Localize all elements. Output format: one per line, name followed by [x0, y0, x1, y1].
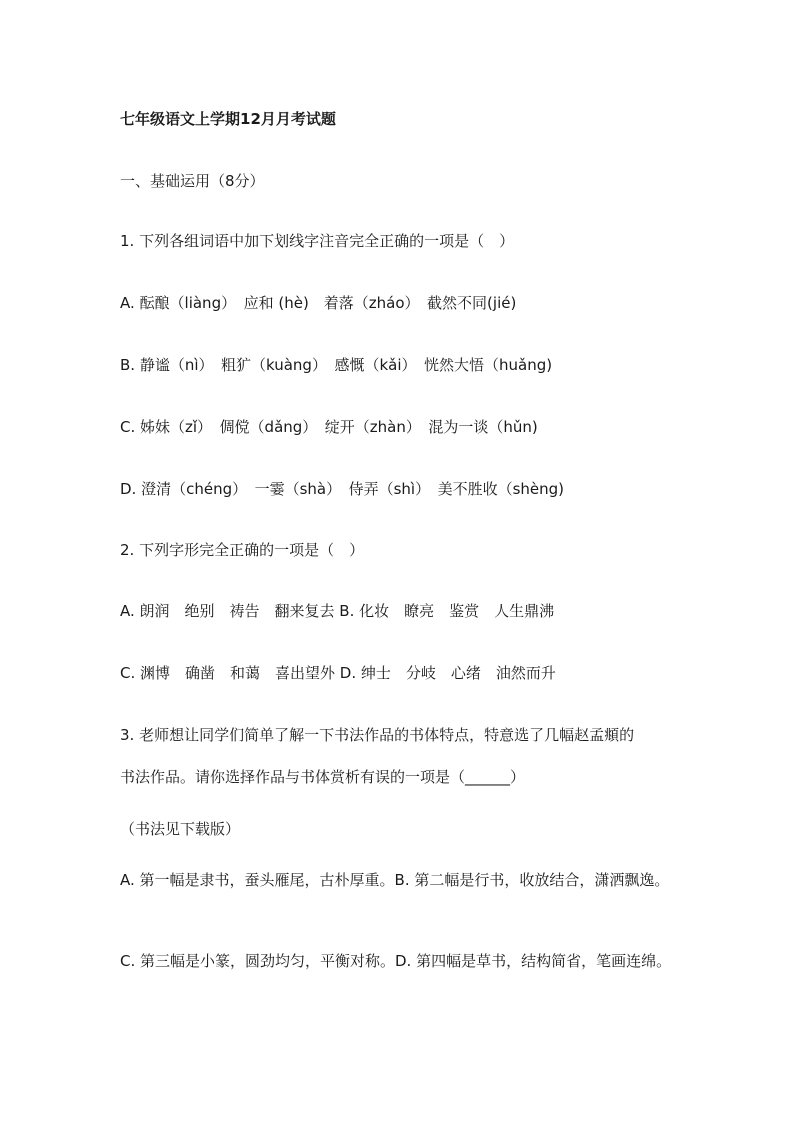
question-1-option-b: B. 静谧（nì） 粗犷（kuàng） 感慨（kǎi） 恍然大悟（huǎng) — [120, 356, 553, 374]
question-1-option-d: D. 澄清（chéng） 一霎（shà） 侍弄（shì） 美不胜收（shèng) — [120, 480, 565, 498]
question-2-options-ab: A. 朗润 绝别 祷告 翻来复去 B. 化妆 瞭亮 鉴赏 人生鼎沸 — [120, 602, 555, 620]
question-1-stem: 1. 下列各组词语中加下划线字注音完全正确的一项是（ ） — [120, 232, 515, 250]
question-2-options-cd: C. 渊博 确凿 和蔼 喜出望外 D. 绅士 分岐 心绪 油然而升 — [120, 664, 556, 682]
question-3-options-cd: C. 第三幅是小篆，圆劲均匀，平衡对称。D. 第四幅是草书，结构简省，笔画连绵。 — [120, 952, 672, 970]
question-3-stem-line-2: 书法作品。请你选择作品与书体赏析有误的一项是（______） — [120, 768, 526, 786]
question-1-option-a: A. 酝酿（liàng） 应和 (hè) 着落（zháo） 截然不同(jié) — [120, 294, 517, 312]
document-title: 七年级语文上学期12月月考试题 — [120, 110, 336, 128]
question-2-stem: 2. 下列字形完全正确的一项是（ ） — [120, 541, 365, 559]
question-1-option-c: C. 姊妹（zǐ） 倜傥（dǎng） 绽开（zhàn） 混为一谈（hǔn) — [120, 418, 538, 436]
question-3-options-ab: A. 第一幅是隶书，蚕头雁尾，古朴厚重。B. 第二幅是行书，收放结合，潇洒飘逸。 — [120, 871, 670, 889]
question-3-stem-line-1: 3. 老师想让同学们简单了解一下书法作品的书体特点，特意选了几幅赵孟頫的 — [120, 726, 635, 744]
question-3-note: （书法见下载版） — [120, 820, 241, 838]
section-heading: 一、基础运用（8分） — [120, 172, 265, 190]
